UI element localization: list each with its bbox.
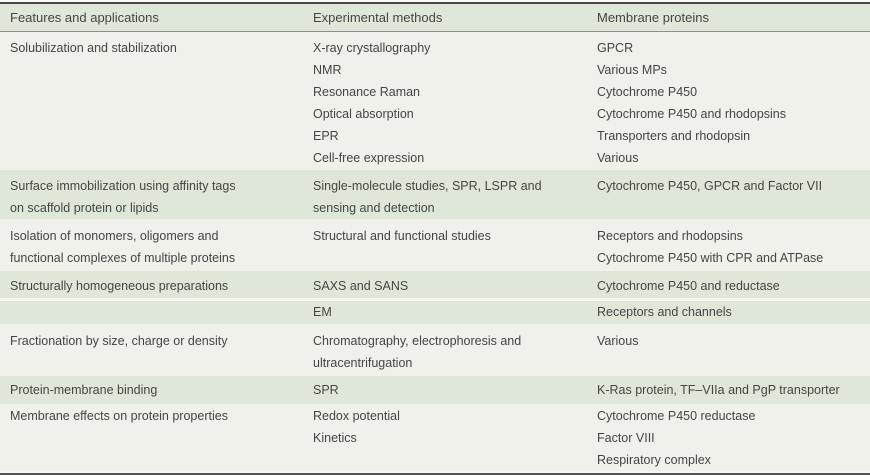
proteins-cell [597,301,870,323]
cell-line: Structural and functional studies [313,229,491,243]
cell-line: on scaffold protein or lipids [10,201,159,215]
cell-line: Cytochrome P450 and rhodopsins [597,107,787,121]
cell-line: Cytochrome P450 reductase [597,409,756,423]
feature-cell [10,379,313,401]
table-section [0,376,870,404]
table-body [0,32,870,471]
feature-cell [10,175,313,219]
cell-line: Transporters and rhodopsin [597,129,751,143]
table-section [0,298,870,324]
feature-cell [10,275,313,297]
cell-line: EM [313,305,332,319]
table-section [0,324,870,376]
methods-cell [313,405,597,471]
cell-line: Cytochrome P450 and reductase [597,279,780,293]
header-row [0,4,870,32]
cell-line: Optical absorption [313,107,414,121]
methods-cell [313,379,597,401]
column-header-proteins: Membrane proteins [597,10,709,25]
methods-cell [313,301,597,323]
table-section [0,219,870,271]
cell-line: Cytochrome P450 with CPR and ATPase [597,251,824,265]
cell-line: Various [597,334,639,348]
cell-line: Protein-membrane binding [10,383,158,397]
feature-cell [10,405,313,471]
column-header-methods: Experimental methods [313,10,443,25]
cell-line: Redox potential [313,409,400,423]
cell-line: Fractionation by size, charge or density [10,334,228,348]
proteins-cell [597,37,870,169]
methods-cell [313,175,597,219]
cell-line: Membrane effects on protein properties [10,409,228,423]
cell-line: Various [597,151,639,165]
cell-line: Surface immobilization using affinity tags [10,179,236,193]
feature-cell [10,37,313,169]
proteins-cell [597,225,870,269]
cell-line: Cell-free expression [313,151,425,165]
cell-line: Receptors and rhodopsins [597,229,743,243]
cell-line: Solubilization and stabilization [10,41,177,55]
cell-line: Respiratory complex [597,453,711,467]
cell-line: K-Ras protein, TF–VIIa and PgP transporter [597,383,840,397]
proteins-cell [597,275,870,297]
cell-line: sensing and detection [313,201,435,215]
proteins-cell [597,175,870,219]
proteins-cell [597,405,870,471]
feature-cell [10,225,313,269]
methods-cell [313,275,597,297]
cell-line: SPR [313,383,339,397]
proteins-cell [597,379,870,401]
table-section [0,170,870,219]
proteins-cell [597,330,870,374]
feature-cell [10,301,313,323]
cell-line: EPR [313,129,339,143]
cell-line: Single-molecule studies, SPR, LSPR and [313,179,542,193]
cell-line: functional complexes of multiple proteins [10,251,236,265]
feature-cell [10,330,313,374]
membrane-protein-table [0,2,870,475]
cell-line: Chromatography, electrophoresis and [313,334,522,348]
cell-line: Isolation of monomers, oligomers and [10,229,219,243]
table-section [0,404,870,471]
cell-line: Structurally homogeneous preparations [10,279,229,293]
methods-cell [313,37,597,169]
methods-cell [313,330,597,374]
cell-line: SAXS and SANS [313,279,409,293]
cell-line: Resonance Raman [313,85,421,99]
cell-line: GPCR [597,41,634,55]
column-header-features: Features and applications [10,10,159,25]
cell-line: Cytochrome P450, GPCR and Factor VII [597,179,823,193]
cell-line: Factor VIII [597,431,655,445]
table-section [0,271,870,298]
cell-line: NMR [313,63,342,77]
cell-line: Cytochrome P450 [597,85,698,99]
methods-cell [313,225,597,269]
cell-line: Receptors and channels [597,305,732,319]
cell-line: Kinetics [313,431,357,445]
table-section [0,32,870,170]
cell-line: ultracentrifugation [313,356,413,370]
cell-line: X-ray crystallography [313,41,431,55]
cell-line: Various MPs [597,63,667,77]
